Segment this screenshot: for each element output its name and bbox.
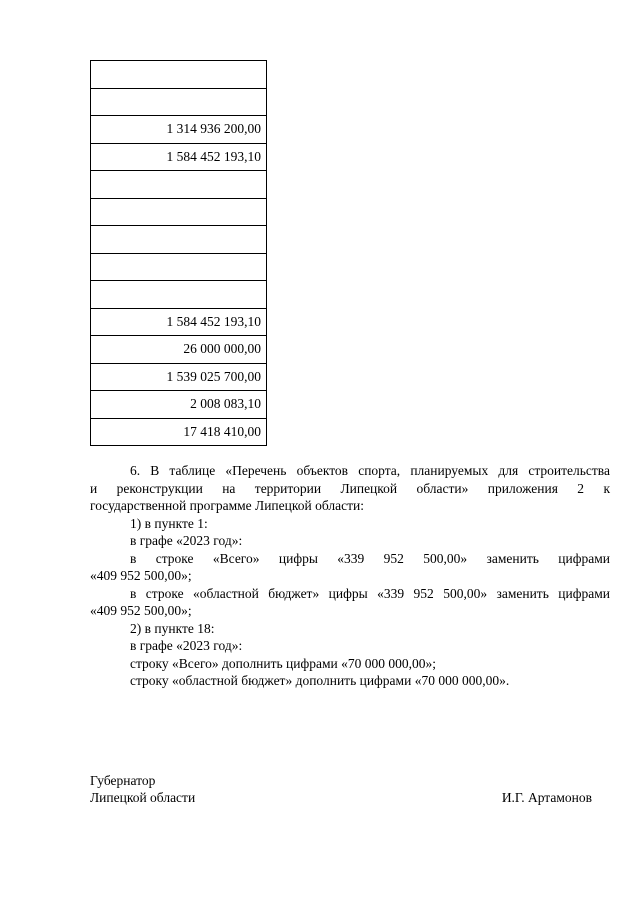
item-1-column: в графе «2023 год»: (130, 533, 243, 548)
item-2-row-1: строку «Всего» дополнить цифрами «70 000 000,00»; (130, 655, 437, 671)
item-1-row-1-cont: «409 952 500,00»; (90, 568, 192, 583)
signer-title-line-2: Липецкой области (90, 790, 196, 805)
table-cell: 17 418 410,00 (91, 418, 267, 446)
table-row (91, 226, 267, 254)
table-cell (91, 171, 267, 199)
table-cell (91, 253, 267, 281)
table-cell: 1 314 936 200,00 (91, 116, 267, 144)
table-row (91, 143, 267, 171)
item-1-heading: 1) в пункте 1: (130, 515, 208, 531)
table-cell: 2 008 083,10 (91, 391, 267, 419)
item-2-column: в графе «2023 год»: (130, 638, 243, 653)
paragraph-line: государственной программе Липецкой области: (90, 498, 364, 513)
signature-block (90, 772, 600, 806)
table-cell: 1 584 452 193,10 (91, 308, 267, 336)
table-cell: 26 000 000,00 (91, 336, 267, 364)
table-row (91, 116, 267, 144)
table-row (91, 88, 267, 116)
table-cell: 1 539 025 700,00 (91, 363, 267, 391)
table-row (91, 308, 267, 336)
table-row (91, 171, 267, 199)
table-cell (91, 88, 267, 116)
table-row (91, 61, 267, 89)
table-cell (91, 198, 267, 226)
signer-title-line-1: Губернатор (90, 773, 156, 788)
paragraph-line: 6. В таблице «Перечень объектов спорта, планируемых для строительства (130, 463, 610, 478)
table-cell (91, 61, 267, 89)
table-row (91, 198, 267, 226)
signer-name: И.Г. Артамонов (501, 790, 592, 805)
table-row (91, 391, 267, 419)
table-row (91, 281, 267, 309)
table-cell (91, 226, 267, 254)
item-2-heading: 2) в пункте 18: (130, 620, 215, 636)
values-table (90, 60, 267, 446)
table-row (91, 336, 267, 364)
item-1-row-1: в строке «Всего» цифры «339 952 500,00» заменить цифрами (130, 550, 610, 566)
table-row (91, 253, 267, 281)
table-cell (91, 281, 267, 309)
item-1-row-2: в строке «областной бюджет» цифры «339 952 500,00» заменить цифрами (130, 585, 610, 601)
paragraph-line: и реконструкции на территории Липецкой области» приложения 2 к (90, 480, 610, 496)
item-1-row-2-cont: «409 952 500,00»; (90, 603, 192, 618)
table-row (91, 363, 267, 391)
item-2-row-2: строку «областной бюджет» дополнить цифрами «70 000 000,00». (130, 673, 510, 688)
amendment-text (90, 462, 610, 690)
table-cell: 1 584 452 193,10 (91, 143, 267, 171)
table-row (91, 418, 267, 446)
